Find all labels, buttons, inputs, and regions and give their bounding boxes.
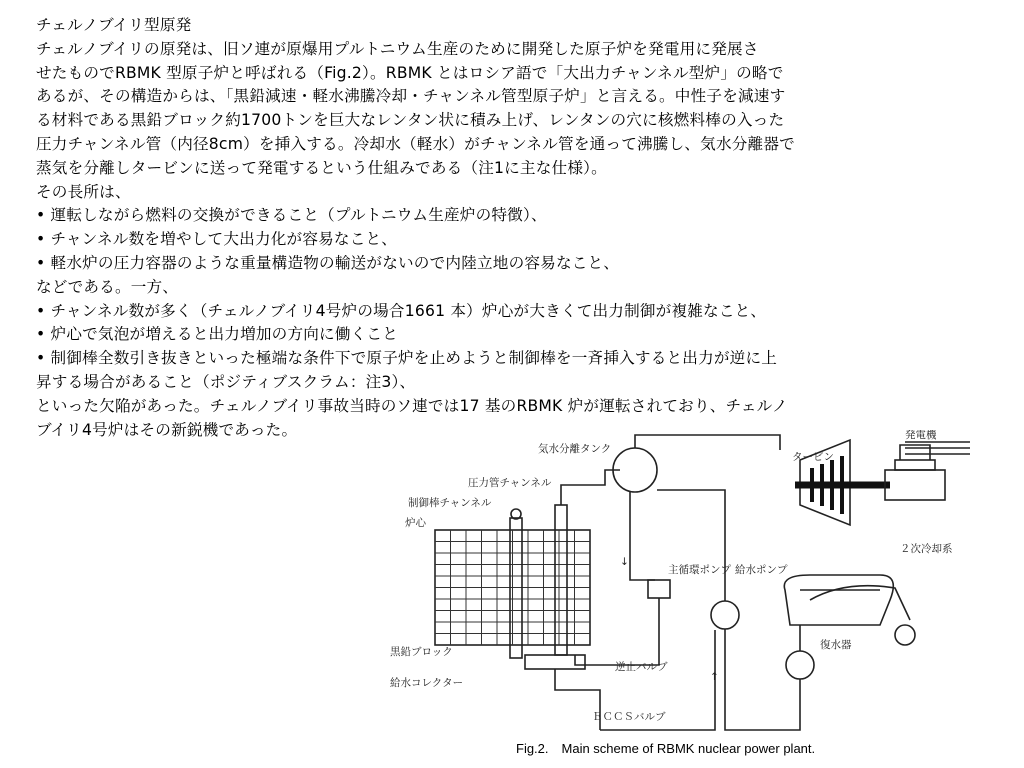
label-secondary-cooling: ２次冷却系	[900, 543, 953, 555]
bullet-item: • チャンネル数が多く（チェルノブイリ4号炉の場合1661 本）炉心が大きくて出力制御が複雑なこと、	[36, 301, 767, 320]
label-main-circulation-pump: 主循環ポンプ	[668, 564, 731, 576]
control-rod-channel	[510, 509, 522, 658]
text-line: ブイリ4号炉はその新鋭機であった。	[36, 420, 298, 439]
text-line: あるが、その構造からは、「黒鉛減速・軽水沸騰冷却・チャンネル管型原子炉」と言える。中性子を減速す	[36, 87, 786, 106]
label-eccs-valve: ＥＣＣＳバルブ	[592, 711, 666, 723]
label-check-valve: 逆止バルブ	[615, 661, 668, 673]
rbmk-scheme-diagram	[380, 430, 980, 735]
label-pressure-tube-channel: 圧力管チャンネル	[468, 477, 552, 489]
bullet-item: • チャンネル数を増やして大出力化が容易なこと、	[36, 230, 398, 249]
feedwater-collector	[525, 655, 600, 730]
text-line: る材料である黒鉛ブロック約1700トンを巨大なレンタン状に積み上げ、レンタンの穴に核燃料棒の入った	[36, 111, 785, 130]
text-line: せたものでRBMK 型原子炉と呼ばれる（Fig.2）。RBMK とはロシア語で「大出力チャンネル型炉」の略で	[36, 63, 784, 82]
bullet-item: • 制御棒全数引き抜きといった極端な条件下で原子炉を止めようと制御棒を一斉挿入すると出力が逆に上	[36, 349, 778, 368]
label-generator: 発電機	[905, 430, 937, 441]
text-line: 圧力チャンネル管（内径8cm）を挿入する。冷却水（軽水）がチャンネル管を通って沸騰し、気水分離器で	[36, 134, 795, 153]
feedwater-return	[657, 490, 725, 601]
bullet-item: • 運転しながら燃料の交換ができること（プルトニウム生産炉の特徴）、	[36, 206, 547, 225]
feedwater-pump	[711, 601, 739, 629]
label-control-rod-channel: 制御棒チャンネル	[408, 497, 492, 509]
flow-arrow-down: ↓	[620, 556, 629, 568]
steam-line	[635, 435, 780, 450]
text-line: その長所は、	[36, 182, 131, 201]
text-line: といった欠陥があった。チェルノブイリ事故当時のソ連では17 基のRBMK 炉が運転されており、チェルノ	[36, 396, 788, 415]
secondary-cooling-loop	[810, 586, 915, 645]
condenser	[725, 575, 893, 730]
pump-outlet-pipe	[575, 598, 659, 665]
document-text	[36, 14, 936, 442]
flow-arrow-up: ↑	[710, 671, 719, 683]
text-line: チェルノブイリの原発は、旧ソ連が原爆用プルトニウム生産のために開発した原子炉を発電用に発展さ	[36, 39, 759, 58]
label-turbine: タービン	[792, 451, 834, 463]
downcomer-pipe	[630, 492, 655, 580]
generator	[885, 442, 970, 500]
label-feedwater-pump: 給水ポンプ	[735, 564, 788, 576]
label-graphite-block: 黒鉛ブロック	[390, 646, 453, 658]
text-line: などである。一方、	[36, 277, 179, 296]
main-circulation-pump	[648, 580, 670, 598]
document-heading: チェルノブイリ型原発	[36, 16, 192, 34]
label-core: 炉心	[405, 517, 426, 529]
figure-caption: Fig.2. Main scheme of RBMK nuclear power plant.	[516, 741, 816, 756]
label-steam-separator-tank: 気水分離タンク	[538, 443, 612, 455]
label-condenser: 復水器	[820, 639, 852, 651]
bullet-item: • 軽水炉の圧力容器のような重量構造物の輸送がないので内陸立地の容易なこと、	[36, 253, 620, 272]
text-line: 昇する場合があること（ポジティブスクラム：注3）、	[36, 372, 416, 391]
pressure-tube-channel	[555, 505, 567, 655]
label-feedwater-collector: 給水コレクター	[390, 677, 464, 689]
bullet-item: • 炉心で気泡が増えると出力増加の方向に働くこと	[36, 325, 399, 344]
riser-pipe	[561, 470, 620, 505]
text-line: 蒸気を分離しタービンに送って発電するという仕組みである（注1に主な仕様）。	[36, 158, 607, 177]
